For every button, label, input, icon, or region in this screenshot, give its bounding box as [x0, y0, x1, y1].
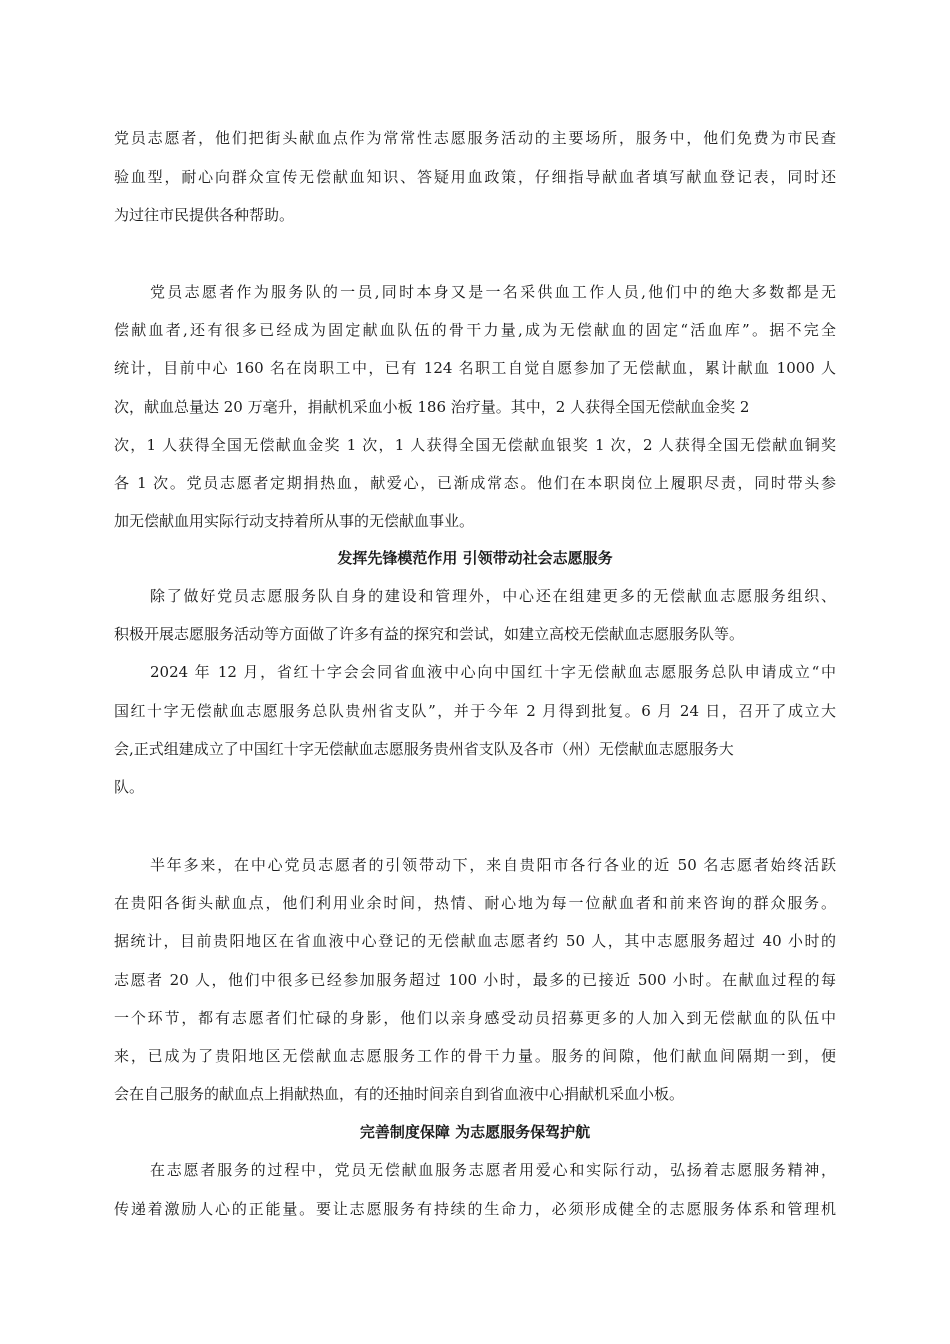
- section-heading: 完善制度保障 为志愿服务保驾护航: [359, 1123, 591, 1141]
- paragraph-line: 队。: [114, 778, 145, 796]
- paragraph-line: 在志愿者服务的过程中，党员无偿献血服务志愿者用爱心和实际行动，弘扬着志愿服务精神，: [150, 1161, 836, 1179]
- paragraph-line: 来，已成为了贵阳地区无偿献血志愿服务工作的骨干力量。服务的间隙，他们献血间隔期一到，便: [114, 1047, 836, 1065]
- section-heading: 发挥先锋模范作用 引领带动社会志愿服务: [337, 549, 613, 567]
- paragraph-line: 为过往市民提供各种帮助。: [114, 206, 295, 224]
- paragraph-line: 在贵阳各街头献血点，他们利用业余时间，热情、耐心地为每一位献血者和前来咨询的群众服务。: [114, 894, 836, 912]
- paragraph-line: 2024 年 12 月，省红十字会会同省血液中心向中国红十字无偿献血志愿服务总队申请成立“中: [150, 663, 836, 681]
- paragraph-line: 统计，目前中心 160 名在岗职工中，已有 124 名职工自觉自愿参加了无偿献血，累计献血 1000 人: [114, 359, 836, 377]
- paragraph-line: 加无偿献血用实际行动支持着所从事的无偿献血事业。: [114, 512, 475, 530]
- paragraph-line: 会在自己服务的献血点上捐献热血，有的还抽时间亲自到省血液中心捐献机采血小板。: [114, 1085, 685, 1103]
- paragraph-line: 除了做好党员志愿服务队自身的建设和管理外，中心还在组建更多的无偿献血志愿服务组织、: [150, 587, 836, 605]
- paragraph-line: 次，献血总量达 20 万毫升，捐献机采血小板 186 治疗量。其中，2 人获得全国无偿献血金奖 2: [114, 398, 750, 416]
- paragraph-line: 验血型，耐心向群众宣传无偿献血知识、答疑用血政策，仔细指导献血者填写献血登记表，同时还: [114, 168, 836, 186]
- paragraph-line: 积极开展志愿服务活动等方面做了许多有益的探究和尝试，如建立高校无偿献血志愿服务队等。: [114, 625, 745, 643]
- paragraph-line: 党员志愿者作为服务队的一员,同时本身又是一名采供血工作人员,他们中的绝大多数都是无: [150, 283, 836, 301]
- paragraph-line: 据统计，目前贵阳地区在省血液中心登记的无偿献血志愿者约 50 人，其中志愿服务超过 40 小时的: [114, 932, 836, 950]
- paragraph-line: 志愿者 20 人，他们中很多已经参加服务超过 100 小时，最多的已接近 500 小时。在献血过程的每: [114, 971, 836, 989]
- paragraph-line: 一个环节，都有志愿者们忙碌的身影，他们以亲身感受动员招募更多的人加入到无偿献血的队伍中: [114, 1009, 836, 1027]
- paragraph-line: 会,正式组建成立了中国红十字无偿献血志愿服务贵州省支队及各市（州）无偿献血志愿服务大: [114, 740, 734, 758]
- paragraph-line: 国红十字无偿献血志愿服务总队贵州省支队”，并于今年 2 月得到批复。6 月 24 日，召开了成立大: [114, 702, 836, 720]
- paragraph-line: 半年多来，在中心党员志愿者的引领带动下，来自贵阳市各行各业的近 50 名志愿者始终活跃: [150, 856, 836, 874]
- paragraph-line: 党员志愿者，他们把街头献血点作为常常性志愿服务活动的主要场所，服务中，他们免费为市民查: [114, 129, 836, 147]
- paragraph-line: 偿献血者,还有很多已经成为固定献血队伍的骨干力量,成为无偿献血的固定“活血库”。据不完全: [114, 321, 836, 339]
- paragraph-line: 各 1 次。党员志愿者定期捐热血，献爱心，已渐成常态。他们在本职岗位上履职尽责，同时带头参: [114, 474, 836, 492]
- paragraph-line: 次，1 人获得全国无偿献血金奖 1 次，1 人获得全国无偿献血银奖 1 次，2 人获得全国无偿献血铜奖: [114, 436, 836, 454]
- paragraph-line: 传递着激励人心的正能量。要让志愿服务有持续的生命力，必须形成健全的志愿服务体系和管理机: [114, 1200, 836, 1218]
